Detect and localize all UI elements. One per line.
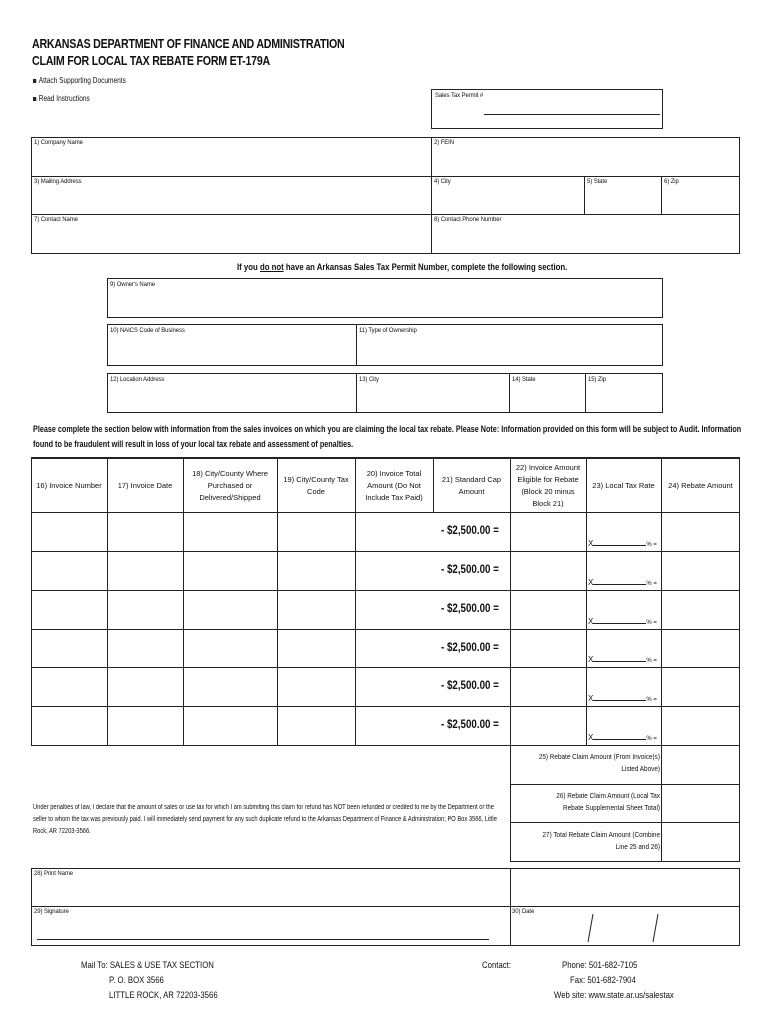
form-title: CLAIM FOR LOCAL TAX REBATE FORM ET-179A (32, 53, 270, 68)
divider (431, 137, 432, 254)
naics-ownership-row (107, 324, 663, 366)
permit-field[interactable] (431, 89, 663, 129)
divider (661, 176, 662, 214)
mailing-address-field[interactable]: 3) Mailing Address (34, 179, 82, 185)
tax-rate-row-3[interactable]: X % = (588, 617, 657, 626)
signature-field[interactable]: 29) Signature (34, 909, 69, 915)
state-field[interactable]: 5) State (587, 179, 608, 185)
total-26-label: 26) Rebate Claim Amount (Local Tax Rebate Supplemental Sheet Total) (556, 791, 660, 812)
col-header-cap-amount: 21) Standard Cap Amount (441, 474, 502, 496)
signature-line (37, 939, 489, 940)
contact-name-field[interactable]: 7) Contact Name (34, 217, 78, 223)
divider (31, 551, 740, 552)
ownership-field[interactable]: 11) Type of Ownership (359, 328, 417, 334)
instructions-line2: found to be fraudulent will result in loss of your local tax rebate and assessment of penalties. (33, 439, 354, 450)
tax-rate-row-6[interactable]: X % = (588, 733, 657, 742)
location-city-field[interactable]: 13) City (359, 377, 379, 383)
col-header-eligible: 22) Invoice Amount Eligible for Rebate (Block 20 minus Block 21) (515, 462, 581, 508)
divider (510, 868, 511, 946)
owner-name-label: 9) Owner's Name (110, 282, 155, 288)
zip-field[interactable]: 6) Zip (664, 179, 679, 185)
col-header-invoice-total: 20) Invoice Total Amount (Do Not Include Tax Paid) (365, 468, 423, 502)
contact-label: Contact: (482, 960, 512, 971)
mail-city: LITTLE ROCK, AR 72203-3566 (109, 990, 218, 1001)
company-block (31, 137, 740, 254)
location-row (107, 373, 663, 413)
divider (585, 374, 586, 412)
date-slash (653, 914, 658, 942)
tax-rate-row-4[interactable]: X % = (588, 655, 657, 664)
bullet-icon (33, 97, 36, 101)
fein-field[interactable]: 2) FEIN (434, 140, 454, 146)
location-address-field[interactable]: 12) Location Address (110, 377, 165, 383)
total-27-amount[interactable] (662, 823, 739, 861)
tax-rate-row-5[interactable]: X % = (588, 694, 657, 703)
divider (31, 214, 740, 215)
declaration-text: Under penalties of law, I declare that the amount of sales or use tax for which I am submitting this claim for refund has NOT been refunded or credited to me by the Department or the seller to whom the tax was previously paid. I will immediately send payment for any such duplicate refund to the Arkansas Department of Finance & Administration; PO Box 3566, Little Rock, AR 72203-3566. (33, 804, 497, 835)
total-25-amount[interactable] (662, 746, 739, 784)
col-header-invoice-number: 16) Invoice Number (36, 480, 102, 490)
divider (31, 629, 740, 630)
mail-box: P. O. BOX 3566 (109, 975, 164, 986)
date-slash (588, 914, 593, 942)
no-permit-intro: If you do not have an Arkansas Sales Tax Permit Number, complete the following section. (237, 262, 568, 273)
cap-amount-row-3: - $2,500.00 = (441, 603, 499, 615)
tax-rate-row-1[interactable]: X % = (588, 539, 657, 548)
total-26-amount[interactable] (662, 785, 739, 822)
col-header-rebate: 24) Rebate Amount (668, 480, 733, 490)
divider (31, 176, 740, 177)
instructions-line1: Please complete the section below with information from the sales invoices on which you are claiming the local tax rebate. Please Note: Information provided on this form will be subject to Audit. Information (33, 424, 742, 435)
col-header-invoice-date: 17) Invoice Date (117, 480, 173, 490)
location-zip-field[interactable]: 15) Zip (588, 377, 606, 383)
tax-rate-row-2[interactable]: X % = (588, 578, 657, 587)
contact-phone-field[interactable]: 8) Contact Phone Number (434, 217, 502, 223)
divider (31, 906, 740, 907)
divider (509, 374, 510, 412)
website[interactable]: Web site: www.state.ar.us/salestax (554, 990, 674, 1001)
bullet-read: Read Instructions (33, 94, 90, 103)
col-header-tax-code: 19) City/County Tax Code (283, 474, 349, 496)
divider (31, 667, 740, 668)
phone: Phone: 501-682-7105 (562, 960, 638, 971)
permit-underline (484, 114, 660, 115)
company-name-field[interactable]: 1) Company Name (34, 140, 83, 146)
col-header-city-county: 18) City/County Where Purchased or Delivered/Shipped (192, 468, 268, 502)
col-header-tax-rate: 23) Local Tax Rate (592, 480, 655, 490)
mail-to: Mail To: SALES & USE TAX SECTION (81, 960, 214, 971)
permit-label: Sales Tax Permit # (435, 93, 484, 99)
cap-amount-row-4: - $2,500.00 = (441, 642, 499, 654)
naics-field[interactable]: 10) NAICS Code of Business (110, 328, 185, 334)
divider (584, 176, 585, 214)
cap-amount-row-1: - $2,500.00 = (441, 525, 499, 537)
divider (31, 706, 740, 707)
date-slashes (582, 912, 664, 944)
divider (356, 325, 357, 365)
city-field[interactable]: 4) City (434, 179, 451, 185)
form-agency-title: ARKANSAS DEPARTMENT OF FINANCE AND ADMINISTRATION (32, 36, 345, 51)
cap-amount-row-5: - $2,500.00 = (441, 680, 499, 692)
cap-amount-row-6: - $2,500.00 = (441, 719, 499, 731)
owner-name-field[interactable] (107, 278, 663, 318)
fax: Fax: 501-682-7904 (570, 975, 636, 986)
total-27-label: 27) Total Rebate Claim Amount (Combine Line 25 and 26) (542, 830, 660, 851)
bullet-icon (33, 79, 36, 83)
total-25-label: 25) Rebate Claim Amount (From Invoice(s) Listed Above) (538, 752, 660, 773)
divider (31, 590, 740, 591)
print-name-field[interactable]: 28) Print Name (34, 871, 73, 877)
date-field[interactable]: 30) Date (512, 909, 535, 915)
cap-amount-row-2: - $2,500.00 = (441, 564, 499, 576)
divider (356, 374, 357, 412)
location-state-field[interactable]: 14) State (512, 377, 536, 383)
bullet-attach: Attach Supporting Documents (33, 76, 126, 85)
divider (31, 512, 740, 513)
